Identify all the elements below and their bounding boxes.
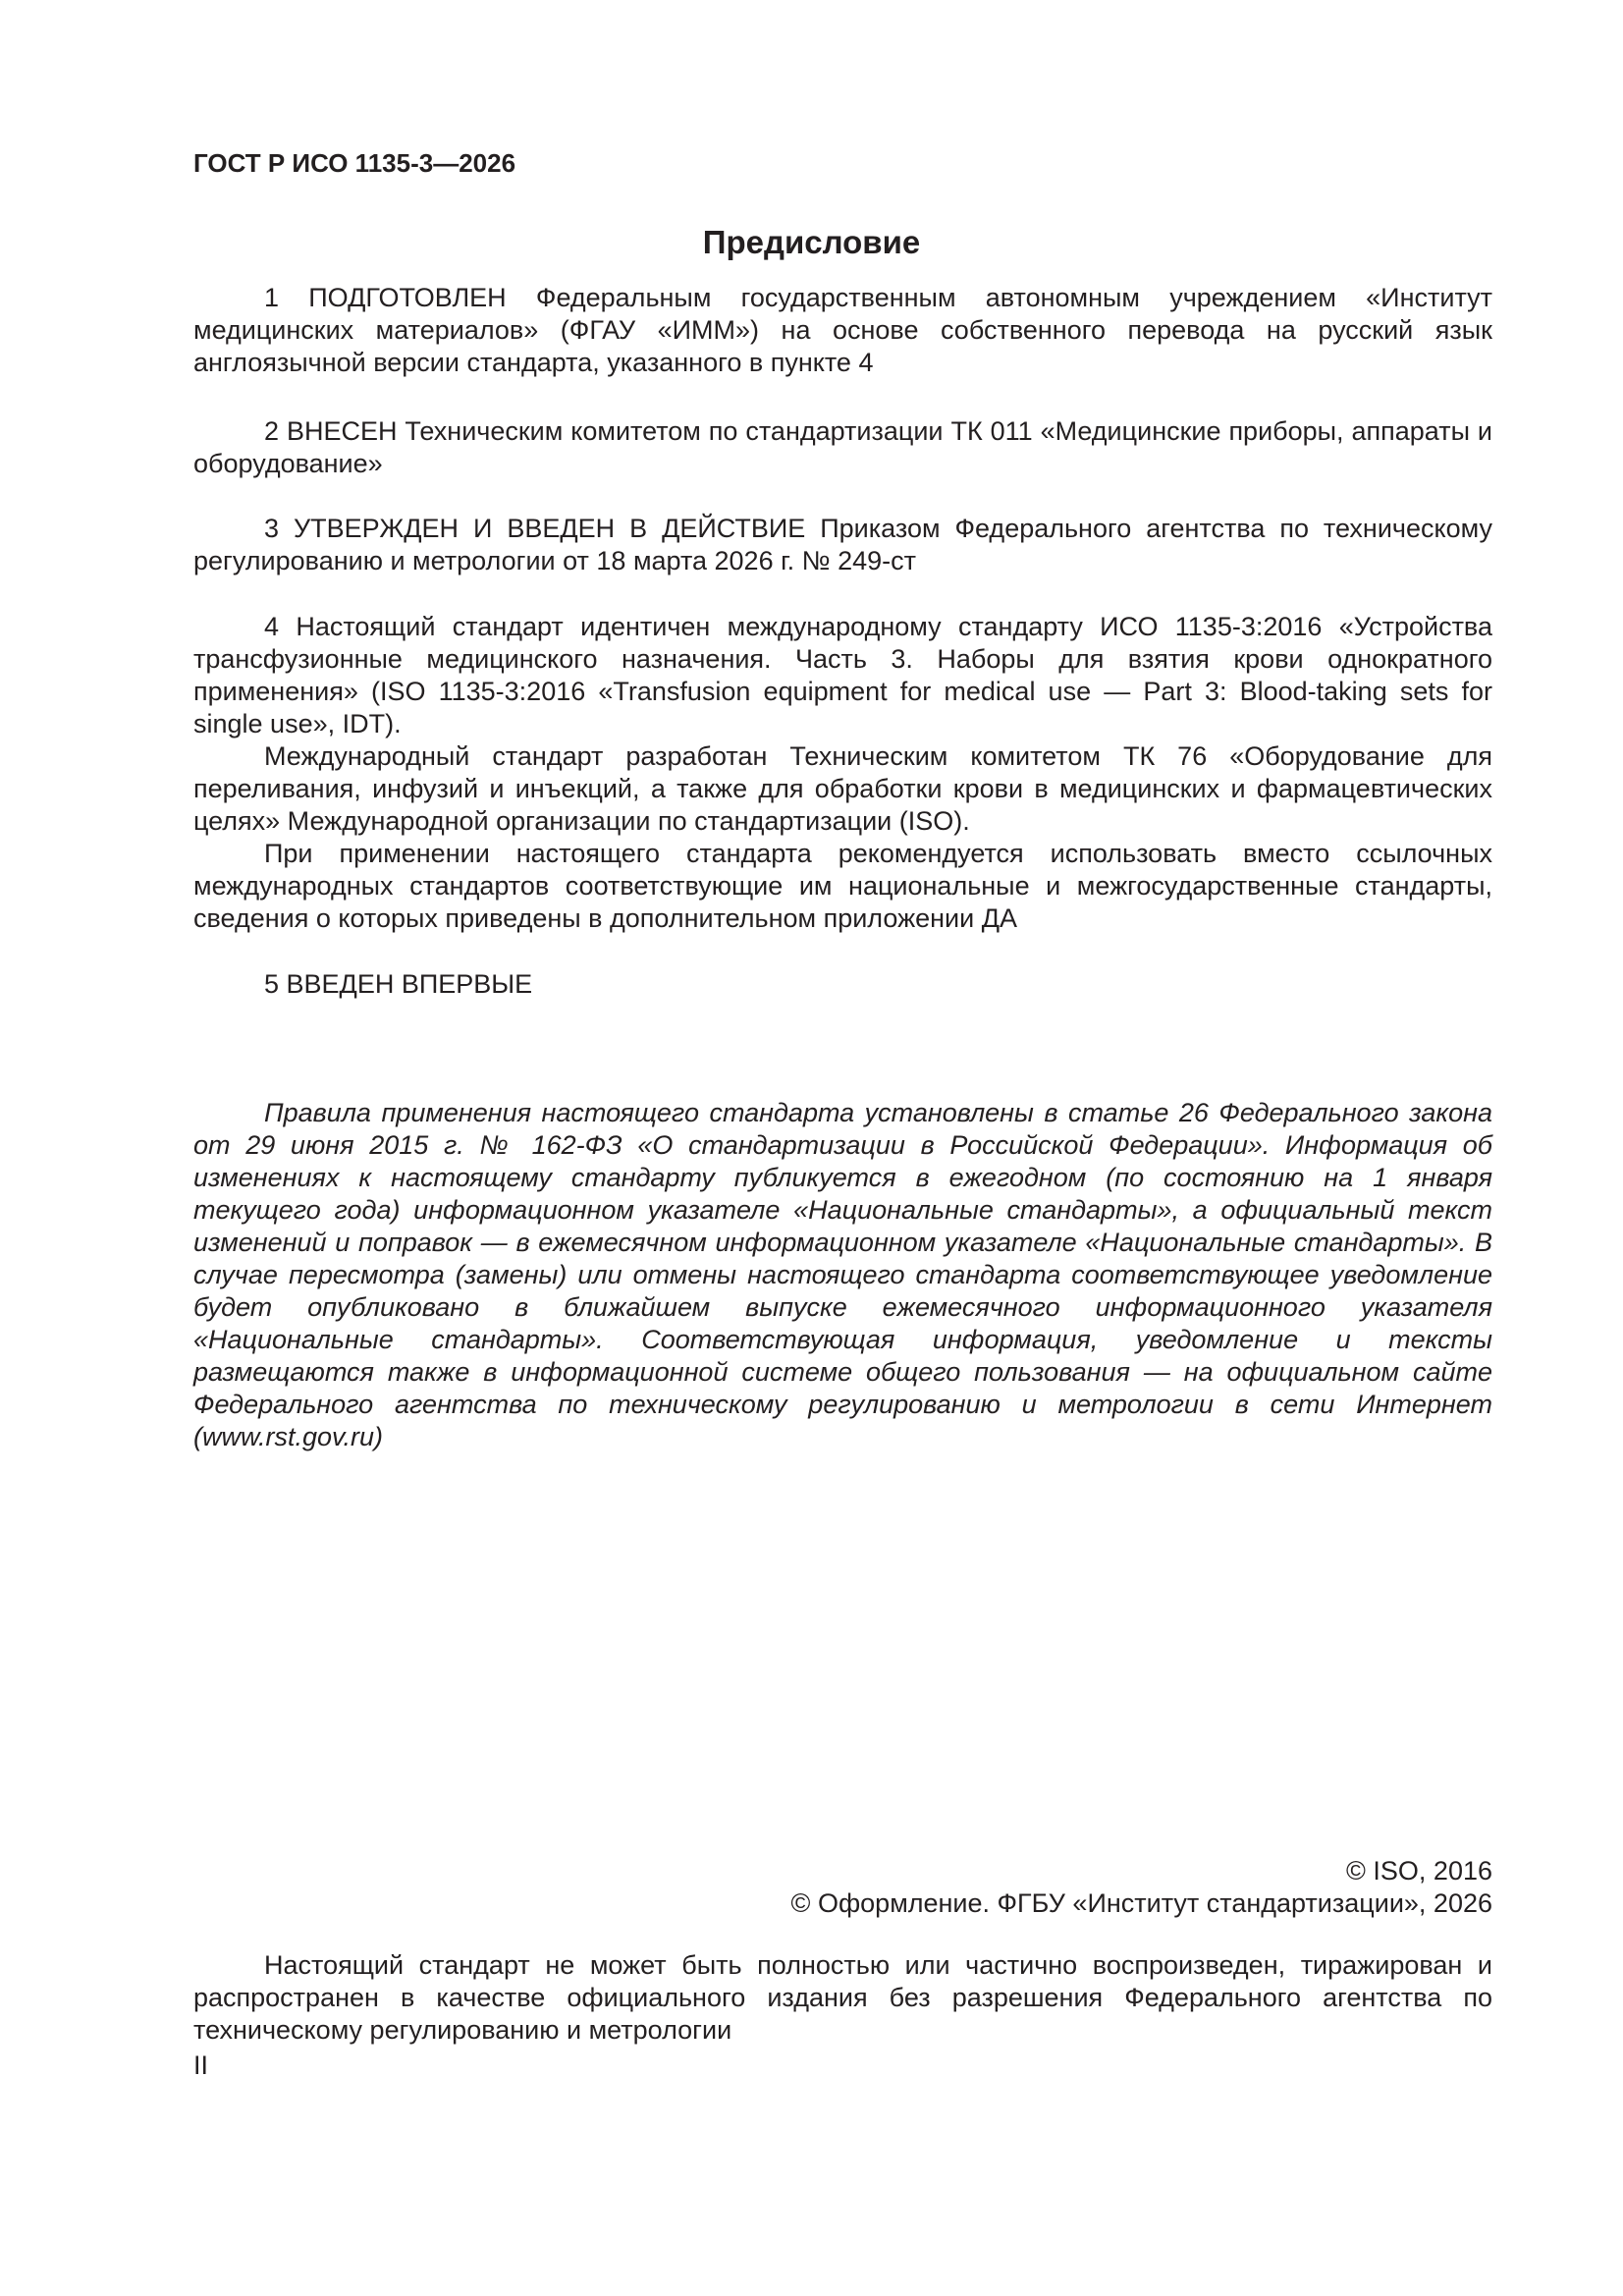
application-rules-notice xyxy=(193,1097,1492,1453)
foreword-item-1-text: 1 ПОДГОТОВЛЕН Федеральным государственным автономным учреждением «Институт медицинских материалов» (ФГАУ «ИММ») на основе собственного перевода на русский язык англоязычной версии стандарта, указанного в пункте 4 xyxy=(193,283,1492,377)
foreword-item-3 xyxy=(193,513,1492,577)
foreword-item-4-paragraph-1: 4 Настоящий стандарт идентичен международному стандарту ИСО 1135-3:2016 «Устройства трансфузионные медицинского назначения. Часть 3. Наборы для взятия крови однократного применения» (ISO 1135-3:2016 «Transfusion equipment for medical use — Part 3: Blood-taking sets for single use», IDT). xyxy=(193,612,1492,738)
copyright-block xyxy=(193,1855,1492,1920)
page-title: Предисловие xyxy=(702,224,921,260)
iso-copyright: © ISO, 2016 xyxy=(1346,1856,1492,1886)
foreword-item-4-paragraph-3: При применении настоящего стандарта рекомендуется использовать вместо ссылочных международных стандартов соответствующие им национальные и межгосударственные стандарты, сведения о которых приведены в дополнительном приложении ДА xyxy=(193,839,1492,933)
foreword-item-5-text: 5 ВВЕДЕН ВПЕРВЫЕ xyxy=(264,969,533,999)
design-copyright: © Оформление. ФГБУ «Институт стандартизации», 2026 xyxy=(790,1888,1492,1918)
foreword-item-3-text: 3 УТВЕРЖДЕН И ВВЕДЕН В ДЕЙСТВИЕ Приказом Федерального агентства по техническому регулированию и метрологии от 18 марта 2026 г. № 249-ст xyxy=(193,514,1492,575)
foreword-item-4 xyxy=(193,611,1492,935)
reproduction-text: Настоящий стандарт не может быть полностью или частично воспроизведен, тиражирован и распространен в качестве официального издания без разрешения Федерального агентства по техническому регулированию и метрологии xyxy=(193,1950,1492,2045)
foreword-item-1 xyxy=(193,282,1492,379)
page-number: II xyxy=(193,2050,209,2080)
document-code: ГОСТ Р ИСО 1135-3—2026 xyxy=(193,148,516,178)
reproduction-notice xyxy=(193,1949,1492,2047)
foreword-item-5 xyxy=(193,968,1492,1001)
notice-text: Правила применения настоящего стандарта установлены в статье 26 Федерального закона от 29 июня 2015 г. № 162-ФЗ «О стандартизации в Российской Федерации». Информация об изменениях к настоящему стандарту публикуется в ежегодном (по состоянию на 1 января текущего года) информационном указателе «Национальные стандарты», а официальный текст изменений и поправок — в ежемесячном информационном указателе «Национальные стандарты». В случае пересмотра (замены) или отмены настоящего стандарта соответствующее уведомление будет опубликовано в ближайшем выпуске ежемесячного информационного указателя «Национальные стандарты». Соответствующая информация, уведомление и тексты размещаются также в информационной системе общего пользования — на официальном сайте Федерального агентства по техническому регулированию и метрологии в сети Интернет (www.rst.gov.ru) xyxy=(193,1098,1492,1451)
foreword-item-4-paragraph-2: Международный стандарт разработан Техническим комитетом ТК 76 «Оборудование для переливания, инфузий и инъекций, а также для обработки крови в медицинских и фармацевтических целях» Международной организации по стандартизации (ISO). xyxy=(193,741,1492,836)
foreword-item-2 xyxy=(193,415,1492,480)
foreword-item-2-text: 2 ВНЕСЕН Техническим комитетом по стандартизации ТК 011 «Медицинские приборы, аппараты и оборудование» xyxy=(193,416,1492,478)
